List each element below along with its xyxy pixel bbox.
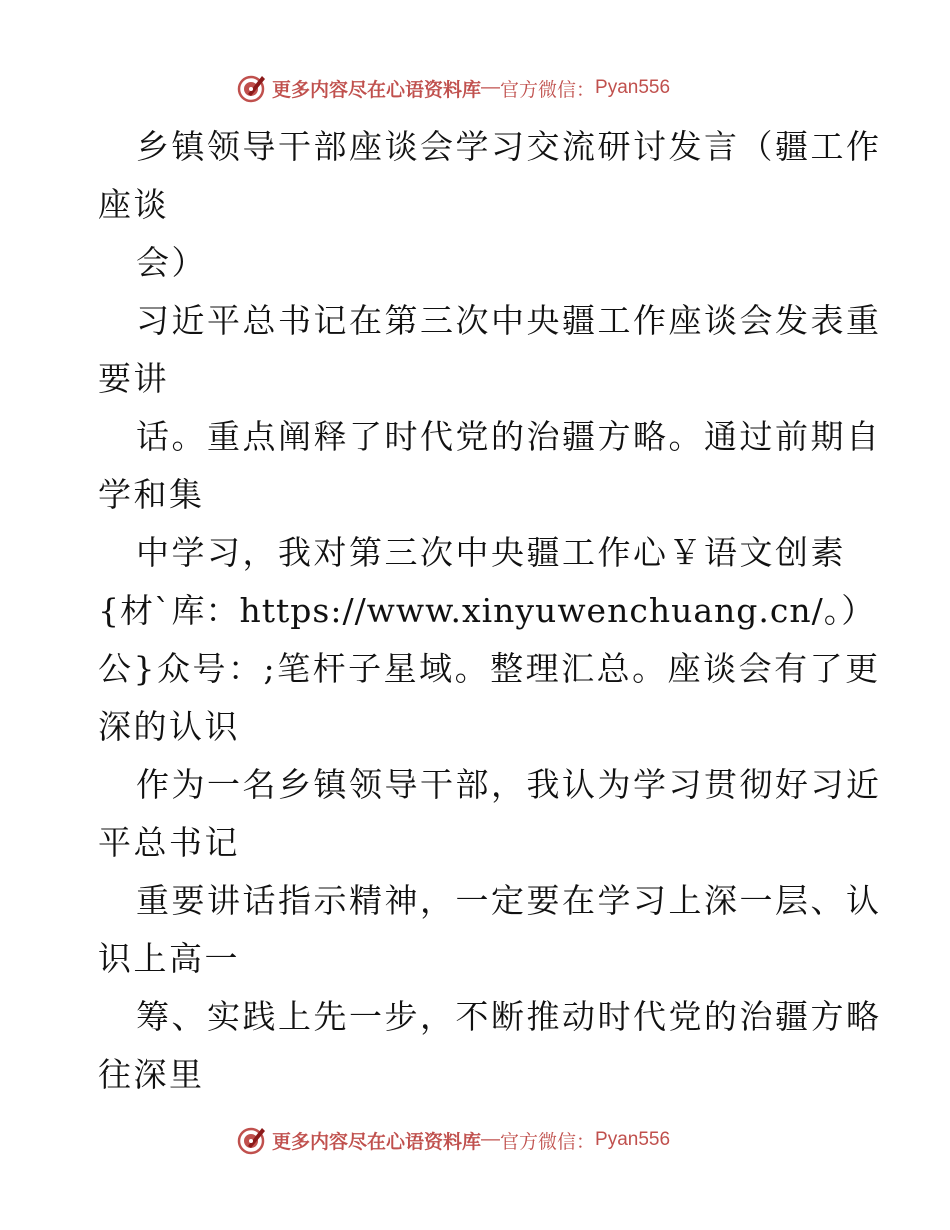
text-line: 深的认识 <box>98 707 240 746</box>
text-line: 会） <box>136 243 207 282</box>
text-line: 公}众号：;笔杆子星域。整理汇总。座谈会有了更 <box>98 649 881 688</box>
watermark-wechat-id: Pyan556 <box>595 77 671 98</box>
text-line: 要讲 <box>98 359 169 398</box>
watermark-dash: — <box>481 77 501 98</box>
text-line: 重要讲话指示精神，一定要在学习上深一层、认 <box>136 881 882 920</box>
text-line: 识上高一 <box>98 939 240 978</box>
header-watermark <box>236 72 670 104</box>
text-line-url: {材`库：https://www.xinyuwenchuang.cn/。） <box>98 591 876 630</box>
text-line: 座谈 <box>98 185 169 224</box>
text-line: 习近平总书记在第三次中央疆工作座谈会发表重 <box>136 301 882 340</box>
watermark-main-text: 更多内容尽在心语资料库 <box>272 78 482 101</box>
text-line: 学和集 <box>98 475 205 514</box>
watermark-official-label: 官方微信： <box>500 78 596 101</box>
watermark-wechat-id: Pyan556 <box>595 1129 671 1150</box>
text-line: 筹、实践上先一步，不断推动时代党的治疆方略 <box>136 997 882 1036</box>
text-line: 作为一名乡镇领导干部，我认为学习贯彻好习近 <box>136 765 882 804</box>
text-line: 往深里 <box>98 1055 205 1094</box>
footer-watermark <box>236 1124 670 1156</box>
watermark-official-label: 官方微信： <box>500 1130 596 1153</box>
text-line: 中学习，我对第三次中央疆工作心￥语文创素 <box>136 533 846 572</box>
watermark-dash: — <box>481 1129 501 1150</box>
pen-logo-icon <box>236 1124 268 1156</box>
document-body <box>98 118 882 1104</box>
watermark-main-text: 更多内容尽在心语资料库 <box>272 1130 482 1153</box>
text-line: 乡镇领导干部座谈会学习交流研讨发言（疆工作 <box>136 127 882 166</box>
pen-logo-icon <box>236 72 268 104</box>
text-line: 平总书记 <box>98 823 240 862</box>
text-line: 话。重点阐释了时代党的治疆方略。通过前期自 <box>136 417 882 456</box>
